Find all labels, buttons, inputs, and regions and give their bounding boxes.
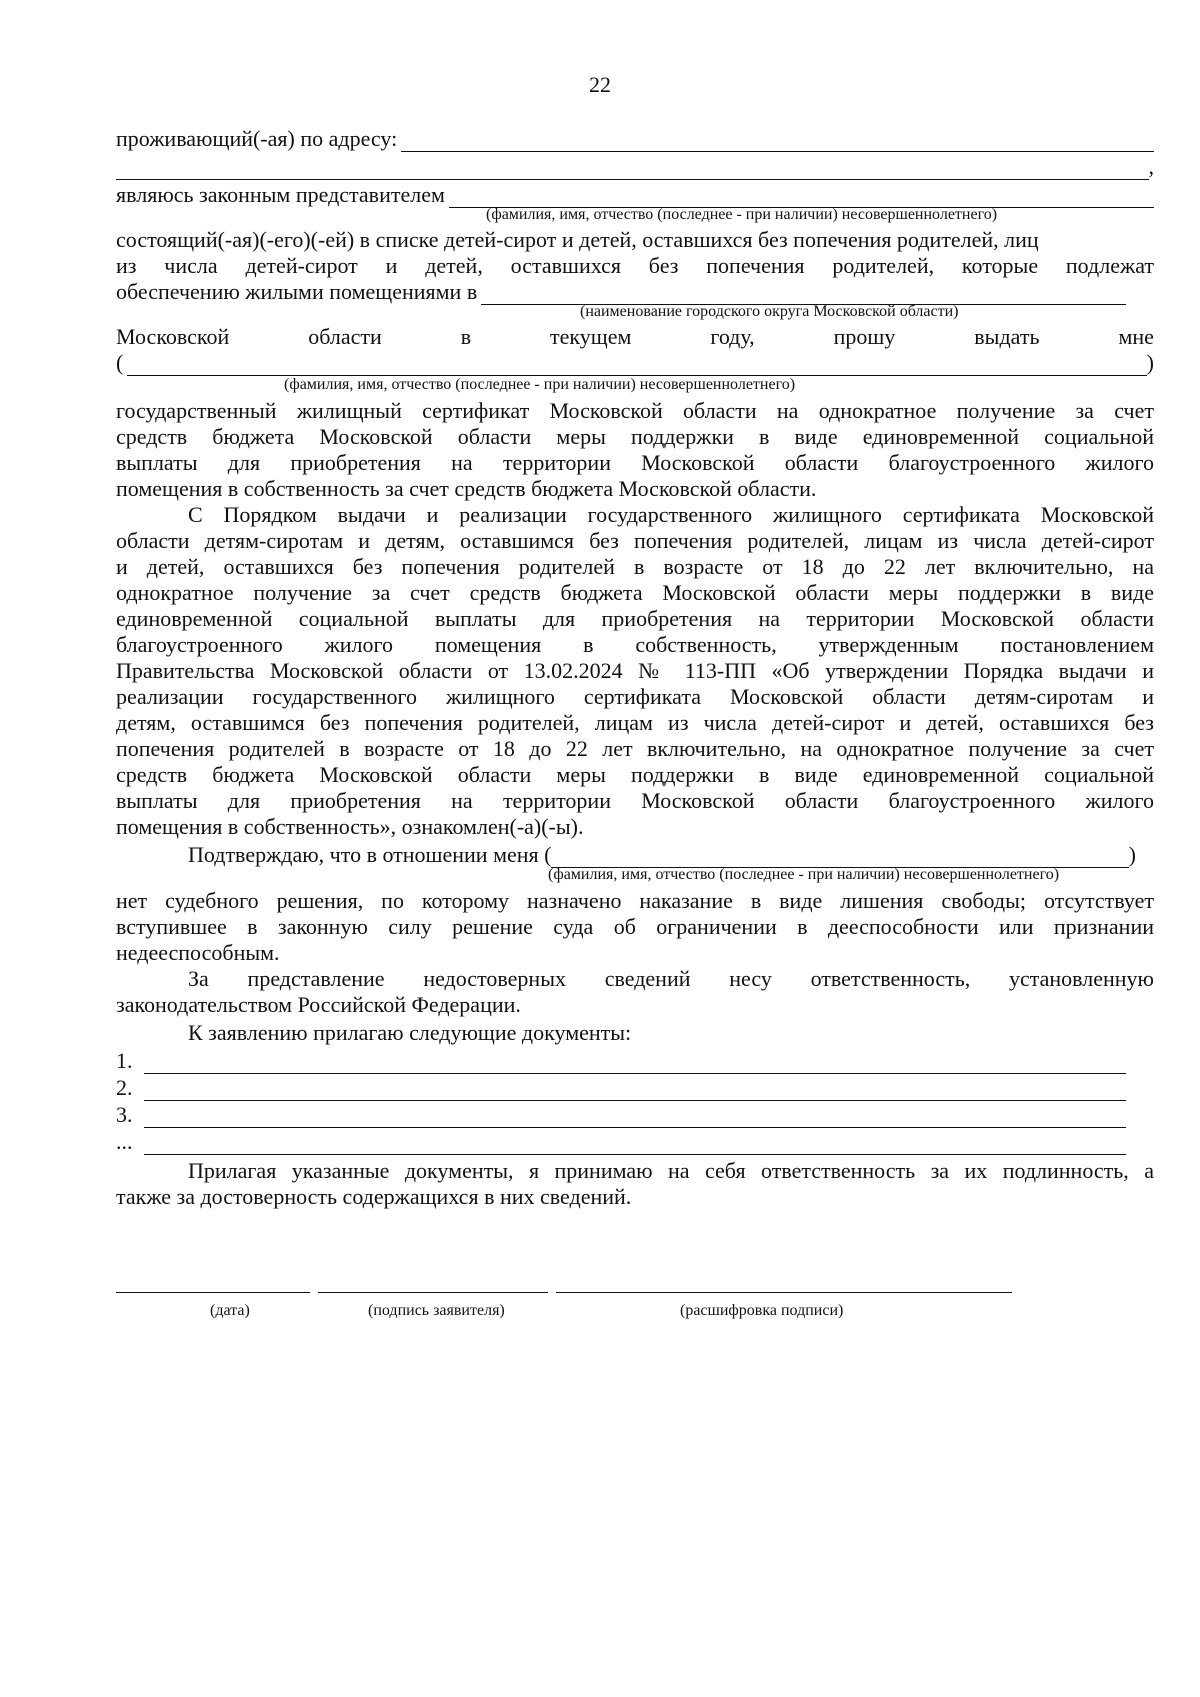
paren-close: ) — [1146, 350, 1154, 375]
p3-line-4: однократное получение за счет средств бюджета Московской области меры поддержки в виде — [116, 580, 1154, 605]
doc-field-1[interactable] — [144, 1053, 1126, 1074]
confirm-label: Подтверждаю, что в отношении меня ( — [188, 842, 552, 867]
caption-minor-fio-3: (фамилия, имя, отчество (последнее - при наличии) несовершеннолетнего) — [548, 866, 1060, 883]
address-row-2 — [116, 154, 1154, 180]
address-field-2[interactable] — [116, 159, 1149, 180]
doc-field-3[interactable] — [144, 1107, 1126, 1128]
caption-minor-fio-2: (фамилия, имя, отчество (последнее - при наличии) несовершеннолетнего) — [284, 376, 796, 393]
date-field[interactable] — [116, 1292, 310, 1293]
word: текущем — [550, 324, 632, 349]
word: мне — [1118, 324, 1154, 349]
word: в — [460, 324, 472, 349]
paren-open: ( — [116, 350, 124, 375]
doc-row-2 — [116, 1075, 1126, 1101]
minor-name-field-3[interactable] — [551, 847, 1128, 868]
confirm-row — [188, 842, 1136, 868]
p1-words-line — [116, 324, 1154, 350]
p2-line-4: помещения в собственность за счет средств бюджета Московской области. — [116, 476, 817, 501]
doc-number: ... — [116, 1129, 133, 1154]
p3-line-8: реализации государственного жилищного сертификата Московской области детям-сиротам и — [116, 684, 1154, 709]
doc-row-4 — [116, 1129, 1126, 1155]
p2-line-2: средств бюджета Московской области меры поддержки в виде единовременной социальной — [116, 424, 1154, 449]
address-row — [116, 126, 1154, 152]
p4-line-1: нет судебного решения, по которому назначено наказание в виде лишения свободы; отсутствует — [116, 888, 1154, 913]
paren-close: ) — [1128, 842, 1136, 867]
minor-name-field-2[interactable] — [127, 355, 1146, 376]
caption-district: (наименование городского округа Московской области) — [580, 303, 959, 320]
district-field[interactable] — [481, 284, 1126, 305]
doc-number: 1. — [116, 1048, 133, 1073]
word: году, — [710, 324, 755, 349]
attach-label: К заявлению прилагаю следующие документы: — [188, 1020, 632, 1045]
doc-number: 3. — [116, 1102, 133, 1127]
p6-line-1: Прилагая указанные документы, я принимаю на себя ответственность за их подлинность, а — [188, 1158, 1154, 1183]
minor-name-field[interactable] — [449, 187, 1154, 208]
address-comma: , — [1148, 154, 1154, 179]
minor-name-row-2 — [116, 350, 1154, 376]
district-label: обеспечению жилыми помещениями в — [116, 279, 478, 304]
p3-line-10: попечения родителей в возрасте от 18 до 22 лет включительно, на однократное получение за счет — [116, 736, 1154, 761]
doc-field-2[interactable] — [144, 1080, 1126, 1101]
word: Московской — [116, 324, 230, 349]
representative-label: являюсь законным представителем — [116, 182, 445, 207]
p4-line-2: вступившее в законную силу решение суда об ограничении в дееспособности или признании — [116, 914, 1154, 939]
doc-field-4[interactable] — [144, 1134, 1126, 1155]
p3-line-11: средств бюджета Московской области меры поддержки в виде единовременной социальной — [116, 762, 1154, 787]
p5-line-2: законодательством Российской Федерации. — [116, 992, 521, 1017]
address-label: проживающий(-ая) по адресу: — [116, 126, 398, 151]
p4-line-3: недееспособным. — [116, 940, 280, 965]
p1-line-1: состоящий(-ая)(-его)(-ей) в списке детей-сирот и детей, оставшихся без попечения родителей, лиц — [116, 227, 1039, 252]
signature-decode-field[interactable] — [556, 1292, 1012, 1293]
representative-row — [116, 182, 1154, 208]
p3-line-12: выплаты для приобретения на территории Московской области благоустроенного жилого — [116, 788, 1154, 813]
p5-line-1: За представление недостоверных сведений несу ответственность, установленную — [188, 966, 1154, 991]
signature-field[interactable] — [318, 1292, 548, 1293]
caption-signature-decode: (расшифровка подписи) — [680, 1302, 844, 1319]
p3-line-2: области детям-сиротам и детям, оставшимся без попечения родителей, лицам из числа детей-сирот — [116, 528, 1154, 553]
caption-minor-fio-1: (фамилия, имя, отчество (последнее - при наличии) несовершеннолетнего) — [486, 206, 998, 223]
p2-line-3: выплаты для приобретения на территории Московской области благоустроенного жилого — [116, 450, 1154, 475]
word: области — [308, 324, 382, 349]
doc-number: 2. — [116, 1075, 133, 1100]
page-number: 22 — [589, 72, 611, 97]
p3-line-13: помещения в собственность», ознакомлен(-а)(-ы). — [116, 814, 584, 839]
p6-line-2: также за достоверность содержащихся в них сведений. — [116, 1184, 632, 1209]
p3-line-5: единовременной социальной выплаты для приобретения на территории Московской области — [116, 606, 1154, 631]
address-field[interactable] — [401, 131, 1154, 152]
p2-line-1: государственный жилищный сертификат Московской области на однократное получение за счет — [116, 398, 1154, 423]
district-row — [116, 279, 1126, 305]
doc-row-1 — [116, 1048, 1126, 1074]
p1-line-2: из числа детей-сирот и детей, оставшихся без попечения родителей, которые подлежат — [116, 253, 1154, 278]
p3-line-3: и детей, оставшихся без попечения родителей в возрасте от 18 до 22 лет включительно, на — [116, 554, 1154, 579]
p3-line-1: С Порядком выдачи и реализации государственного жилищного сертификата Московской — [188, 502, 1154, 527]
p3-line-7: Правительства Московской области от 13.02.2024 № 113-ПП «Об утверждении Порядка выдачи и — [116, 658, 1154, 683]
p3-line-6: благоустроенного жилого помещения в собственность, утвержденным постановлением — [116, 632, 1154, 657]
word: прошу — [833, 324, 896, 349]
caption-signature: (подпись заявителя) — [368, 1302, 505, 1319]
word: выдать — [974, 324, 1040, 349]
caption-date: (дата) — [210, 1302, 250, 1319]
doc-row-3 — [116, 1102, 1126, 1128]
p3-line-9: детям, оставшимся без попечения родителей, лицам из числа детей-сирот и детей, оставшихся без — [116, 710, 1154, 735]
